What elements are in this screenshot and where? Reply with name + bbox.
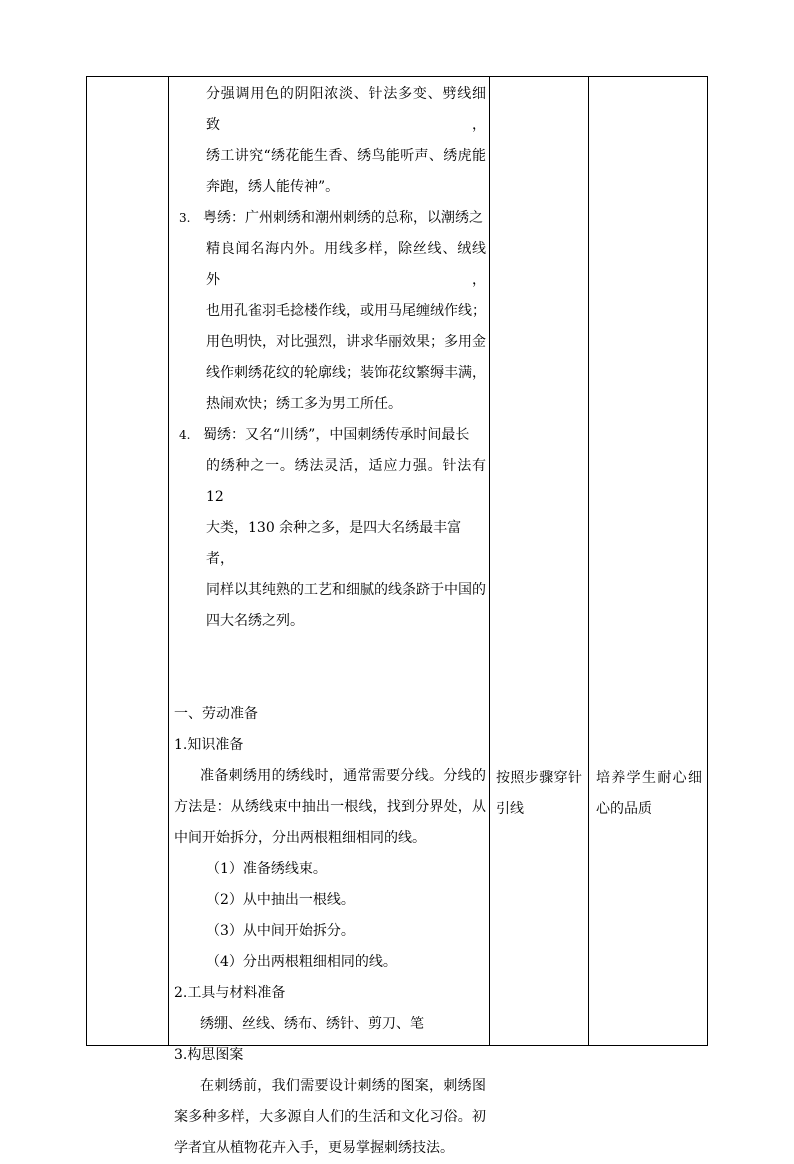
- text-line: 同样以其纯熟的工艺和细腻的线条跻于中国的: [206, 582, 486, 598]
- text-line: 心的品质: [596, 801, 652, 817]
- text-line: 也用孔雀羽毛捻楼作线，或用马尾缠绒作线；: [206, 303, 486, 319]
- text-line: 用色明快，对比强烈，讲求华丽效果；多用金: [206, 334, 486, 350]
- text-line: 线作刺绣花纹的轮廓线；装饰花纹繁缛丰满，: [206, 365, 486, 381]
- subsection-heading: 1.知识准备: [174, 737, 244, 753]
- section-heading: 一、劳动准备: [174, 706, 258, 722]
- step-item: （4）分出两根粗细相同的线。: [206, 954, 397, 970]
- text-line: 的绣种之一。绣法灵活，适应力强。针法有 12: [206, 458, 486, 505]
- design-intent-cell: [596, 763, 702, 825]
- text-line: 蜀绣：又名“川绣”，中国刺绣传承时间最长: [203, 427, 470, 443]
- step-item: （3）从中间开始拆分。: [206, 923, 355, 939]
- column-divider-1: [168, 77, 169, 1045]
- step-item: （1）准备绣线束。: [206, 861, 327, 877]
- text-line: 引线: [496, 801, 524, 817]
- text-line: 奔跑，绣人能传神”。: [206, 179, 340, 195]
- text-line: 大类，130 余种之多，是四大名绣最丰富者，: [206, 520, 462, 567]
- text-line: 准备刺绣用的绣线时，通常需要分线。分线的: [200, 768, 486, 784]
- lesson-table: [86, 76, 708, 1156]
- text-line: 培养学生耐心细: [596, 770, 702, 786]
- list-number: 3.: [179, 211, 191, 225]
- text-line: 在刺绣前，我们需要设计刺绣的图案，刺绣图: [200, 1078, 486, 1094]
- list-item-4: [174, 420, 486, 451]
- blank-space: [174, 637, 486, 699]
- activity-content-cell: [174, 79, 486, 1164]
- text-line: 四大名绣之列。: [206, 613, 304, 629]
- text-line: 学者宜从植物花卉入手，更易掌握刺绣技法。: [174, 1140, 454, 1156]
- column-divider-2: [489, 77, 490, 1045]
- text-line: 热闹欢快；绣工多为男工所任。: [206, 396, 402, 412]
- text-line: 精良闻名海内外。用线多样，除丝线、绒线外，: [206, 241, 486, 288]
- subsection-heading: 2.工具与材料准备: [174, 985, 286, 1001]
- text-line: 粤绣：广州刺绣和潮州刺绣的总称，以潮绣之: [203, 210, 483, 226]
- table-border-right: [707, 77, 708, 1045]
- text-line: 绣工讲究“绣花能生香、绣鸟能听声、绣虎能: [206, 148, 486, 164]
- text-line: 案多种多样，大多源自人们的生活和文化习俗。初: [174, 1109, 486, 1125]
- list-item-3: [174, 203, 486, 234]
- text-line: 按照步骤穿针: [496, 770, 582, 786]
- text-line: 中间开始拆分，分出两根粗细相同的线。: [174, 830, 426, 846]
- subsection-heading: 3.构思图案: [174, 1047, 244, 1063]
- text-line: 分强调用色的阴阳浓淡、针法多变、劈线细致，: [206, 86, 486, 133]
- column-divider-3: [588, 77, 589, 1045]
- step-item: （2）从中抽出一根线。: [206, 892, 355, 908]
- table-border-left: [86, 77, 87, 1045]
- student-activity-cell: [496, 763, 582, 825]
- text-line: 方法是：从绣线束中抽出一根线，找到分界处，从: [174, 799, 486, 815]
- text-line: 绣绷、丝线、绣布、绣针、剪刀、笔: [200, 1016, 424, 1032]
- list-number: 4.: [179, 428, 191, 442]
